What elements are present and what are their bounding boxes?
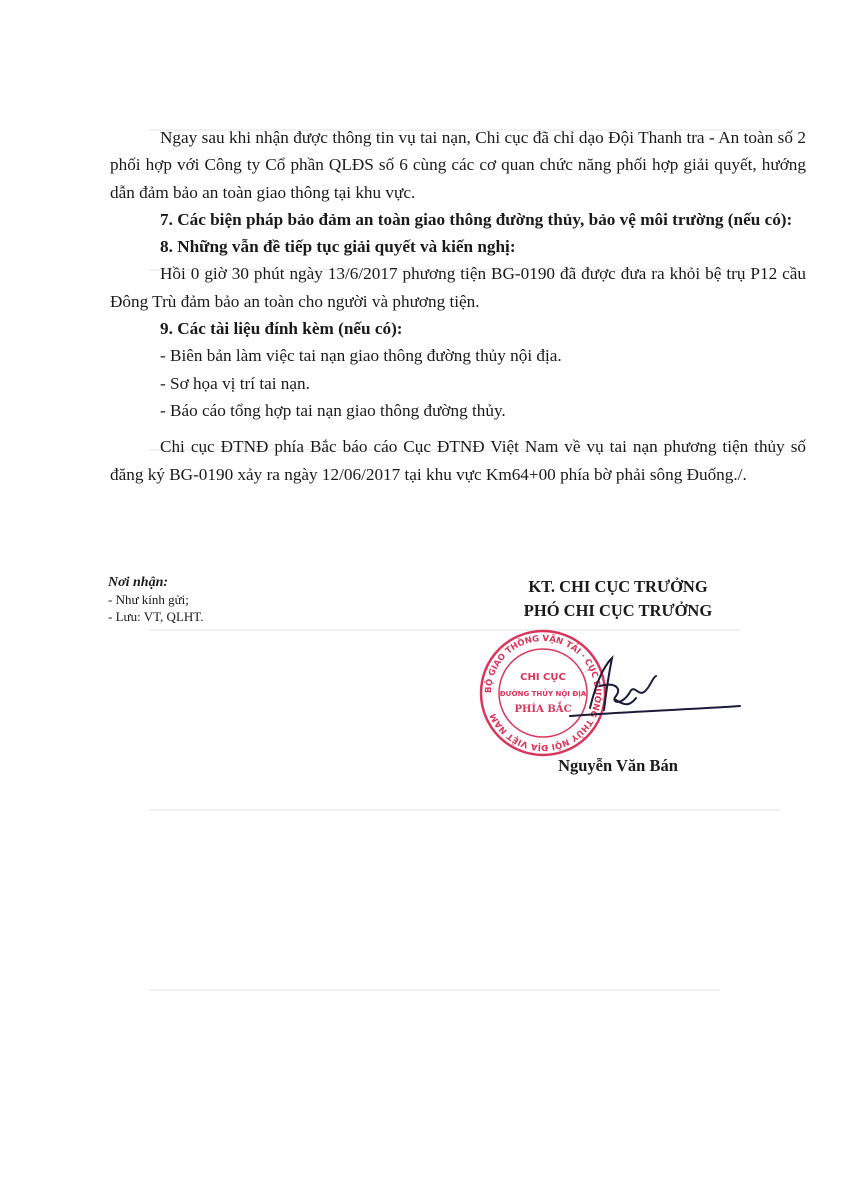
signature-title-block xyxy=(478,575,758,623)
recipient-item: - Lưu: VT, QLHT. xyxy=(108,609,204,624)
svg-text:CHI CỤC: CHI CỤC xyxy=(520,672,566,683)
recipients-title: Nơi nhận: xyxy=(108,575,169,590)
attachment-item-1: - Biên bản làm việc tai nạn giao thông đường thủy nội địa. xyxy=(160,346,562,366)
svg-text:ĐƯỜNG THỦY NỘI ĐỊA: ĐƯỜNG THỦY NỘI ĐỊA xyxy=(499,690,587,698)
attachment-item-2: - Sơ họa vị trí tai nạn. xyxy=(160,373,310,393)
section-9-heading: 9. Các tài liệu đính kèm (nếu có): xyxy=(160,319,403,339)
signature-title-line2: PHÓ CHI CỤC TRƯỞNG xyxy=(523,601,713,620)
recipients-block xyxy=(108,574,328,625)
svg-text:BỘ GIAO THÔNG VẬN TẢI · CỤC ĐƯ: BỘ GIAO THÔNG VẬN TẢI · CỤC ĐƯỜNG THỦY NỘI ĐỊA VIỆT NAM xyxy=(483,633,603,753)
attachment-item-3: - Báo cáo tổng hợp tai nạn giao thông đường thủy. xyxy=(160,400,506,420)
section-8-heading: 8. Những vẫn đề tiếp tục giải quyết và kiến nghị: xyxy=(160,237,516,257)
section-8-text: Hồi 0 giờ 30 phút ngày 13/6/2017 phương tiện BG-0190 đã được đưa ra khỏi bệ trụ P12 cầu Đông Trù đảm bảo an toàn cho người và phương tiện. xyxy=(110,264,806,311)
recipient-item: - Như kính gửi; xyxy=(108,592,189,607)
body-text xyxy=(110,124,806,488)
handwritten-signature xyxy=(560,648,750,728)
section-7-heading: 7. Các biện pháp bảo đảm an toàn giao thông đường thủy, bảo vệ môi trường (nếu có): xyxy=(160,209,793,229)
signer-name: Nguyễn Văn Bán xyxy=(558,756,678,775)
signature-title-line1: KT. CHI CỤC TRƯỞNG xyxy=(528,577,708,596)
svg-text:PHÍA BẮC: PHÍA BẮC xyxy=(514,704,572,715)
closing-paragraph: Chi cục ĐTNĐ phía Bắc báo cáo Cục ĐTNĐ Việt Nam về vụ tai nạn phương tiện thủy số đăng ký BG-0190 xảy ra ngày 12/06/2017 tại khu vực Km64+00 phía bờ phải sông Đuống./. xyxy=(110,437,806,484)
paragraph-follow-up: Ngay sau khi nhận được thông tin vụ tai nạn, Chi cục đã chỉ dạo Đội Thanh tra - An toàn số 2 phối hợp với Công ty Cổ phần QLĐS số 6 cùng các cơ quan chức năng phối hợp giải quyết, hướng dẫn đảm bảo an toàn giao thông tại khu vực. xyxy=(110,128,806,202)
